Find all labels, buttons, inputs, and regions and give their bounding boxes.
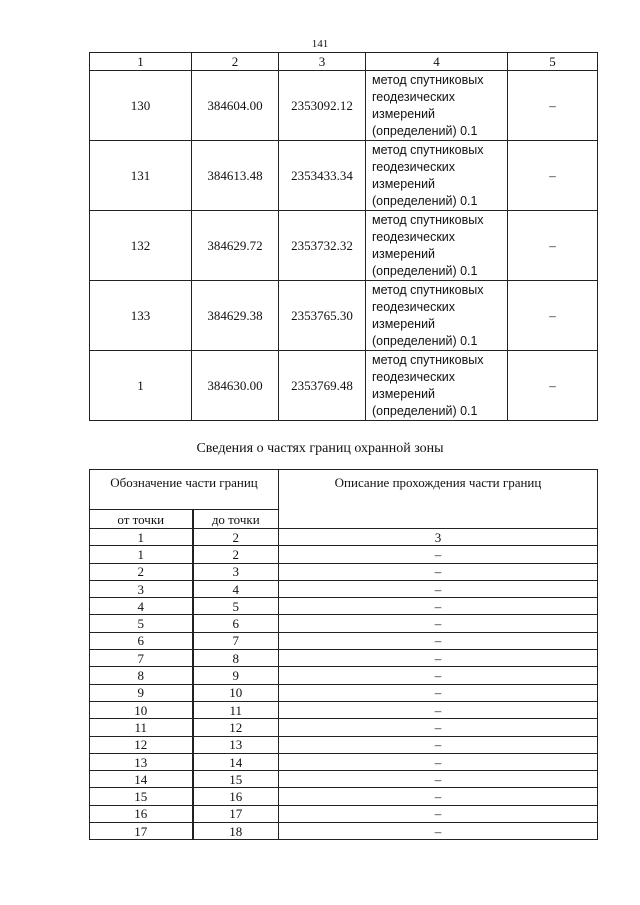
coords-header-cell: 3 bbox=[279, 53, 366, 71]
coords-header-cell: 5 bbox=[508, 53, 598, 71]
boundary-row bbox=[90, 650, 598, 667]
description-cell: – bbox=[279, 788, 598, 805]
to-point-cell: 13 bbox=[193, 736, 279, 753]
from-point-cell: 1 bbox=[90, 546, 193, 563]
to-point-cell: 4 bbox=[193, 580, 279, 597]
boundaries-table bbox=[89, 469, 598, 840]
y-coordinate-cell: 2353765.30 bbox=[279, 281, 366, 351]
method-cell bbox=[366, 141, 508, 211]
description-cell: – bbox=[279, 632, 598, 649]
note-cell: – bbox=[508, 211, 598, 281]
y-coordinate-cell: 2353092.12 bbox=[279, 71, 366, 141]
to-point-cell: 3 bbox=[193, 563, 279, 580]
description-cell: – bbox=[279, 701, 598, 718]
x-coordinate-cell: 384613.48 bbox=[192, 141, 279, 211]
description-cell: – bbox=[279, 771, 598, 788]
to-point-cell: 10 bbox=[193, 684, 279, 701]
coords-row bbox=[90, 351, 598, 421]
to-point-header: до точки bbox=[193, 510, 279, 529]
description-cell: – bbox=[279, 805, 598, 822]
description-cell: – bbox=[279, 650, 598, 667]
boundary-row bbox=[90, 823, 598, 840]
description-cell: – bbox=[279, 736, 598, 753]
coords-row bbox=[90, 141, 598, 211]
to-point-cell: 7 bbox=[193, 632, 279, 649]
boundary-row bbox=[90, 615, 598, 632]
to-point-cell: 5 bbox=[193, 598, 279, 615]
to-point-cell: 17 bbox=[193, 805, 279, 822]
from-point-cell: 2 bbox=[90, 563, 193, 580]
from-point-cell: 8 bbox=[90, 667, 193, 684]
boundary-row bbox=[90, 736, 598, 753]
point-number-cell: 133 bbox=[90, 281, 192, 351]
from-point-cell: 5 bbox=[90, 615, 193, 632]
method-line: измерений bbox=[372, 176, 436, 191]
x-coordinate-cell: 384630.00 bbox=[192, 351, 279, 421]
description-cell: – bbox=[279, 823, 598, 840]
note-cell: – bbox=[508, 71, 598, 141]
from-point-cell: 4 bbox=[90, 598, 193, 615]
from-point-cell: 12 bbox=[90, 736, 193, 753]
from-point-cell: 15 bbox=[90, 788, 193, 805]
boundary-row bbox=[90, 546, 598, 563]
method-cell bbox=[366, 281, 508, 351]
to-point-cell: 11 bbox=[193, 701, 279, 718]
from-point-cell: 6 bbox=[90, 632, 193, 649]
to-point-cell: 12 bbox=[193, 719, 279, 736]
method-line: измерений bbox=[372, 246, 436, 261]
boundary-row bbox=[90, 667, 598, 684]
description-cell: – bbox=[279, 753, 598, 770]
to-point-cell: 6 bbox=[193, 615, 279, 632]
column-number-cell: 1 bbox=[90, 529, 193, 546]
to-point-cell: 9 bbox=[193, 667, 279, 684]
y-coordinate-cell: 2353732.32 bbox=[279, 211, 366, 281]
method-line: измерений bbox=[372, 106, 436, 121]
point-number-cell: 132 bbox=[90, 211, 192, 281]
method-line: измерений bbox=[372, 386, 436, 401]
from-point-cell: 14 bbox=[90, 771, 193, 788]
from-point-cell: 17 bbox=[90, 823, 193, 840]
method-line: (определений) 0.1 bbox=[372, 123, 478, 138]
point-number-cell: 130 bbox=[90, 71, 192, 141]
boundary-row bbox=[90, 632, 598, 649]
section-title: Сведения о частях границ охранной зоны bbox=[196, 441, 444, 456]
from-point-cell: 10 bbox=[90, 701, 193, 718]
point-number-cell: 131 bbox=[90, 141, 192, 211]
description-cell: – bbox=[279, 684, 598, 701]
method-cell bbox=[366, 351, 508, 421]
coords-row bbox=[90, 211, 598, 281]
to-point-cell: 16 bbox=[193, 788, 279, 805]
description-cell: – bbox=[279, 563, 598, 580]
boundary-description-header: Описание прохождения части границ bbox=[279, 470, 598, 529]
x-coordinate-cell: 384629.72 bbox=[192, 211, 279, 281]
description-cell: – bbox=[279, 546, 598, 563]
description-cell: – bbox=[279, 598, 598, 615]
column-number-cell: 2 bbox=[193, 529, 279, 546]
method-line: геодезических bbox=[372, 369, 456, 384]
coords-row bbox=[90, 71, 598, 141]
boundary-row bbox=[90, 788, 598, 805]
boundary-row bbox=[90, 701, 598, 718]
method-line: (определений) 0.1 bbox=[372, 263, 478, 278]
x-coordinate-cell: 384604.00 bbox=[192, 71, 279, 141]
method-line: геодезических bbox=[372, 159, 456, 174]
boundary-row bbox=[90, 563, 598, 580]
method-line: (определений) 0.1 bbox=[372, 193, 478, 208]
method-line: метод спутниковых bbox=[372, 212, 484, 227]
from-point-cell: 9 bbox=[90, 684, 193, 701]
boundary-row bbox=[90, 580, 598, 597]
point-number-cell: 1 bbox=[90, 351, 192, 421]
from-point-header: от точки bbox=[90, 510, 193, 529]
x-coordinate-cell: 384629.38 bbox=[192, 281, 279, 351]
method-line: метод спутниковых bbox=[372, 72, 484, 87]
description-cell: – bbox=[279, 615, 598, 632]
method-line: метод спутниковых bbox=[372, 142, 484, 157]
description-cell: – bbox=[279, 580, 598, 597]
boundary-row bbox=[90, 684, 598, 701]
coords-row bbox=[90, 281, 598, 351]
y-coordinate-cell: 2353769.48 bbox=[279, 351, 366, 421]
method-line: измерений bbox=[372, 316, 436, 331]
y-coordinate-cell: 2353433.34 bbox=[279, 141, 366, 211]
to-point-cell: 14 bbox=[193, 753, 279, 770]
note-cell: – bbox=[508, 281, 598, 351]
to-point-cell: 18 bbox=[193, 823, 279, 840]
to-point-cell: 15 bbox=[193, 771, 279, 788]
method-cell bbox=[366, 71, 508, 141]
page-number: 141 bbox=[311, 38, 329, 50]
to-point-cell: 8 bbox=[193, 650, 279, 667]
method-line: (определений) 0.1 bbox=[372, 403, 478, 418]
from-point-cell: 7 bbox=[90, 650, 193, 667]
column-number-cell: 3 bbox=[279, 529, 598, 546]
boundary-row bbox=[90, 598, 598, 615]
boundary-designation-header: Обозначение части границ bbox=[90, 470, 279, 510]
method-line: геодезических bbox=[372, 299, 456, 314]
method-cell bbox=[366, 211, 508, 281]
coordinates-table bbox=[89, 52, 598, 421]
from-point-cell: 13 bbox=[90, 753, 193, 770]
column-number-row bbox=[90, 529, 598, 546]
boundary-row bbox=[90, 753, 598, 770]
method-line: геодезических bbox=[372, 229, 456, 244]
description-cell: – bbox=[279, 719, 598, 736]
coords-header-cell: 2 bbox=[192, 53, 279, 71]
boundary-row bbox=[90, 805, 598, 822]
boundary-row bbox=[90, 719, 598, 736]
from-point-cell: 11 bbox=[90, 719, 193, 736]
coords-header-cell: 1 bbox=[90, 53, 192, 71]
from-point-cell: 16 bbox=[90, 805, 193, 822]
method-line: метод спутниковых bbox=[372, 282, 484, 297]
description-cell: – bbox=[279, 667, 598, 684]
note-cell: – bbox=[508, 351, 598, 421]
note-cell: – bbox=[508, 141, 598, 211]
from-point-cell: 3 bbox=[90, 580, 193, 597]
method-line: геодезических bbox=[372, 89, 456, 104]
coords-header-cell: 4 bbox=[366, 53, 508, 71]
coords-header-row bbox=[90, 53, 598, 71]
method-line: (определений) 0.1 bbox=[372, 333, 478, 348]
to-point-cell: 2 bbox=[193, 546, 279, 563]
method-line: метод спутниковых bbox=[372, 352, 484, 367]
boundary-row bbox=[90, 771, 598, 788]
